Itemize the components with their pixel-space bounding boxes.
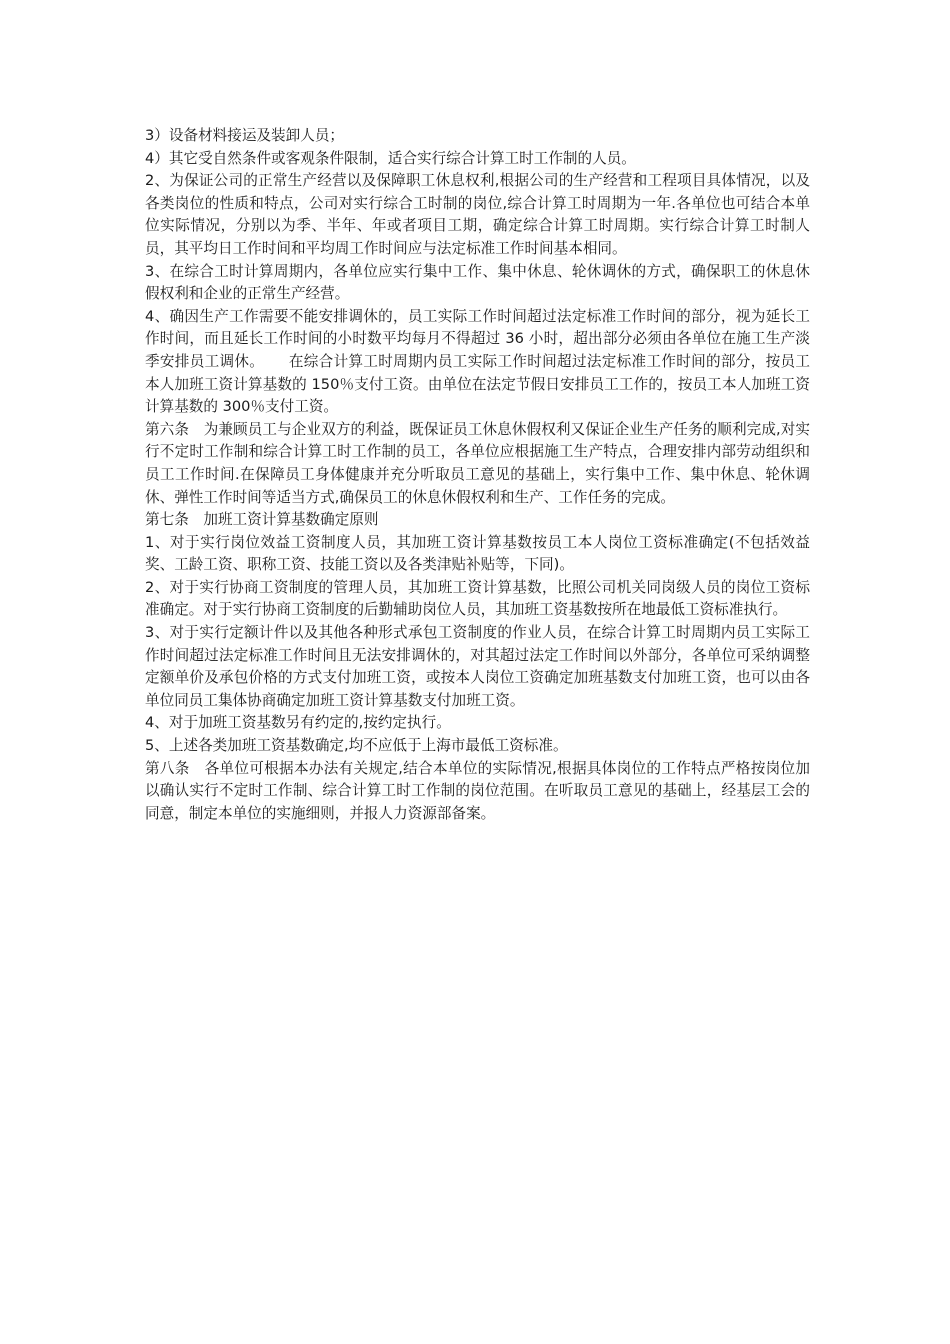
document-body [145, 125, 810, 825]
paragraph-5: 4、确因生产工作需要不能安排调休的，员工实际工作时间超过法定标准工作时间的部分，视为延长工作时间，而且延长工作时间的小时数平均每月不得超过 36 小时，超出部分必须由各单位在施工生产淡季安排员工调休。 在综合计算工时周期内员工实际工作时间超过法定标准工作时间的部分，按员工本人加班工资计算基数的 150％支付工资。由单位在法定节假日安排员工工作的，按员工本人加班工资计算基数的 300％支付工资。 [145, 307, 810, 416]
paragraph-13: 第八条 各单位可根据本办法有关规定,结合本单位的实际情况,根据具体岗位的工作特点严格按岗位加以确认实行不定时工作制、综合计算工时工作制的岗位范围。在听取员工意见的基础上，经基层工会的同意，制定本单位的实施细则，并报人力资源部备案。 [145, 759, 810, 822]
section-heading-7: 第七条 加班工资计算基数确定原则 [145, 511, 379, 529]
paragraph-4: 3、在综合工时计算周期内，各单位应实行集中工作、集中休息、轮休调休的方式，确保职工的休息休假权利和企业的正常生产经营。 [145, 262, 810, 303]
paragraph-12: 5、上述各类加班工资基数确定,均不应低于上海市最低工资标准。 [145, 737, 568, 755]
paragraph-10: 3、对于实行定额计件以及其他各种形式承包工资制度的作业人员，在综合计算工时周期内员工实际工作时间超过法定标准工作时间且无法安排调休的，对其超过法定工作时间以外部分，各单位可采纳调整定额单价及承包价格的方式支付加班工资，或按本人岗位工资确定加班基数支付加班工资，也可以由各单位同员工集体协商确定加班工资计算基数支付加班工资。 [145, 624, 810, 709]
paragraph-1: 3）设备材料接运及装卸人员； [145, 127, 345, 144]
paragraph-3: 2、为保证公司的正常生产经营以及保障职工休息权利,根据公司的生产经营和工程项目具体情况，以及各类岗位的性质和特点，公司对实行综合工时制的岗位,综合计算工时周期为一年.各单位也可结合本单位实际情况，分别以为季、半年、年或者项目工期，确定综合计算工时周期。实行综合计算工时制人员，其平均日工作时间和平均周工作时间应与法定标准工作时间基本相同。 [145, 172, 810, 257]
paragraph-6: 第六条 为兼顾员工与企业双方的利益，既保证员工休息休假权利又保证企业生产任务的顺利完成,对实行不定时工作制和综合计算工时工作制的员工，各单位应根据施工生产特点，合理安排内部劳动组织和员工工作时间.在保障员工身体健康并充分听取员工意见的基础上，实行集中工作、集中休息、轮休调休、弹性工作时间等适当方式,确保员工的休息休假权利和生产、工作任务的完成。 [145, 420, 810, 506]
paragraph-9: 2、对于实行协商工资制度的管理人员，其加班工资计算基数，比照公司机关同岗级人员的岗位工资标准确定。对于实行协商工资制度的后勤辅助岗位人员，其加班工资基数按所在地最低工资标准执行。 [145, 578, 810, 619]
paragraph-8: 1、对于实行岗位效益工资制度人员，其加班工资计算基数按员工本人岗位工资标准确定(不包括效益奖、工龄工资、职称工资、技能工资以及各类津贴补贴等，下同)。 [145, 533, 810, 574]
paragraph-2: 4）其它受自然条件或客观条件限制，适合实行综合计算工时工作制的人员。 [145, 149, 636, 167]
paragraph-11: 4、对于加班工资基数另有约定的,按约定执行。 [145, 714, 451, 732]
